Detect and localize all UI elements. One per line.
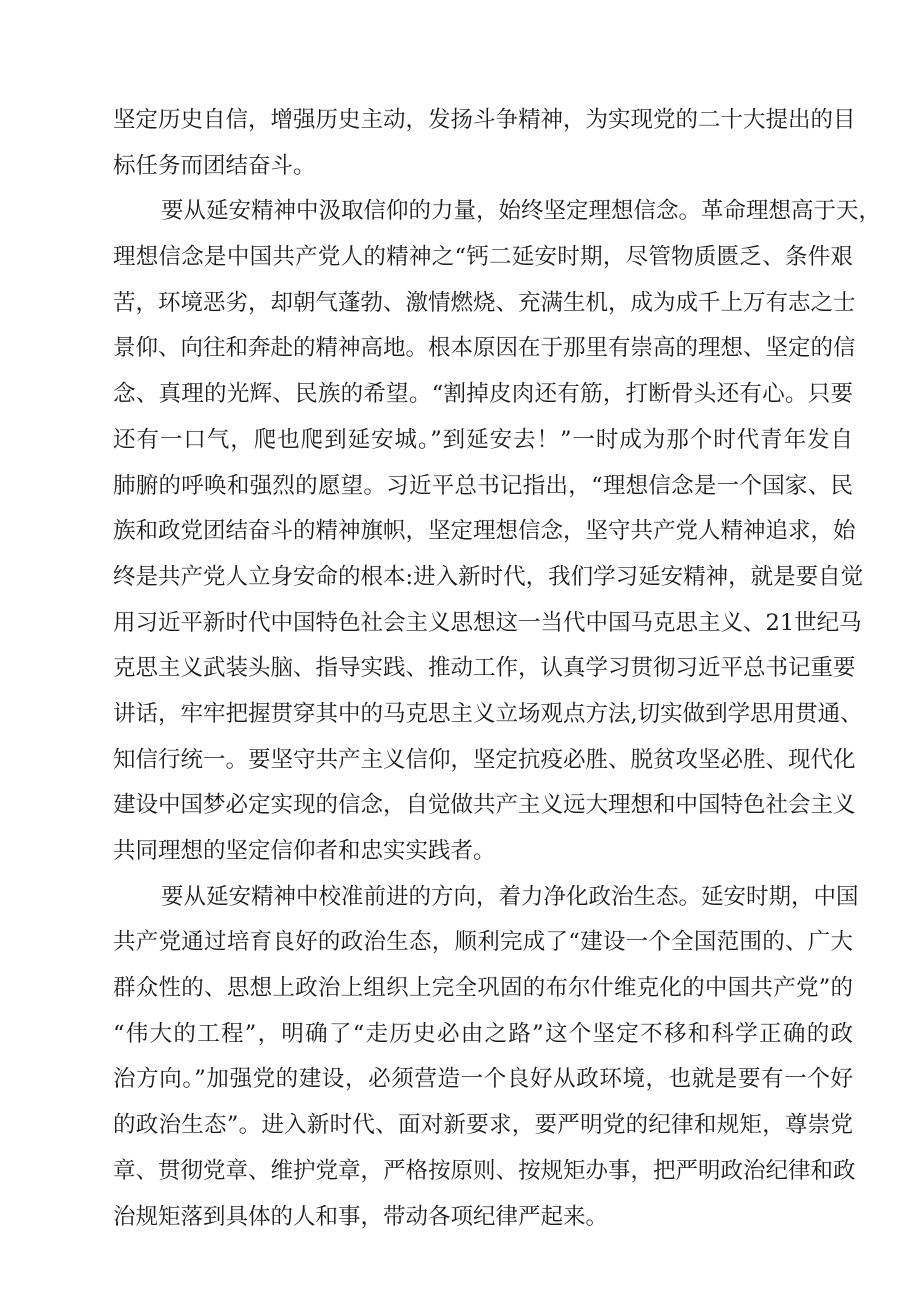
paragraph-line: 群众性的、思想上政治上组织上完全巩固的布尔什维克化的中国共产党”的 <box>113 975 853 1002</box>
paragraph-line: 共产党通过培育良好的政治生态，顺利完成了“建设一个全国范围的、广大 <box>113 929 853 956</box>
paragraph-line: 念、真理的光辉、民族的希望。“割掉皮肉还有筋，打断骨头还有心。只要 <box>113 381 853 408</box>
paragraph-line: 要从延安精神中汲取信仰的力量，始终坚定理想信念。革命理想高于天， <box>161 198 882 225</box>
paragraph-line: 坚定历史自信，增强历史主动，发扬斗争精神，为实现党的二十大提出的目 <box>113 107 856 133</box>
paragraph-line: 族和政党团结奋斗的精神旗帜，坚定理想信念，坚守共产党人精神追求，始 <box>113 518 856 545</box>
paragraph-line: 建设中国梦必定实现的信念，自觉做共产主义远大理想和中国特色社会主义 <box>113 792 856 819</box>
paragraph-line: 用习近平新时代中国特色社会主义思想这一当代中国马克思主义、21世纪马 <box>113 609 862 636</box>
paragraph-line: 苦，环境恶劣，却朝气蓬勃、激情燃烧、充满生机，成为成千上万有志之士 <box>113 289 856 316</box>
paragraph-line: 景仰、向往和奔赴的精神高地。根本原因在于那里有崇高的理想、坚定的信 <box>113 335 856 362</box>
paragraph-line: 理想信念是中国共产党人的精神之“钙二延安时期，尽管物质匮乏、条件艰 <box>113 244 853 271</box>
paragraph-2 <box>113 189 882 874</box>
paragraph-line: 治方向。”加强党的建设，必须营造一个良好从政环境，也就是要有一个好 <box>113 1066 853 1093</box>
paragraph-line: 知信行统一。要坚守共产主义信仰，坚定抗疫必胜、脱贫攻坚必胜、现代化 <box>113 746 856 773</box>
paragraph-1 <box>113 98 856 189</box>
paragraph-line: 共同理想的坚定信仰者和忠实实践者。 <box>113 838 496 864</box>
paragraph-line: 还有一口气，爬也爬到延安城。”到延安去！”一时成为那个时代青年发自 <box>113 426 853 453</box>
paragraph-line: 终是共产党人立身安命的根本:进入新时代，我们学习延安精神，就是要自觉 <box>113 563 864 590</box>
paragraph-line: 章、贯彻党章、维护党章，严格按原则、按规矩办事，把严明政治纪律和政 <box>113 1157 856 1184</box>
document-body <box>113 98 882 1240</box>
paragraph-line: 肺腑的呼唤和强烈的愿望。习近平总书记指出，“理想信念是一个国家、民 <box>113 472 853 499</box>
paragraph-line: 克思主义武装头脑、指导实践、推动工作，认真学习贯彻习近平总书记重要 <box>113 655 856 682</box>
paragraph-line: “伟大的工程”，明确了“走历史必由之路”这个坚定不移和科学正确的政 <box>113 1020 853 1047</box>
paragraph-line: 标任务而团结奋斗。 <box>113 152 316 179</box>
paragraph-line: 治规矩落到具体的人和事，带动各项纪律严起来。 <box>113 1203 609 1230</box>
paragraph-3 <box>113 875 859 1241</box>
paragraph-line: 的政治生态”。进入新时代、面对新要求，要严明党的纪律和规矩，尊崇党 <box>113 1112 853 1139</box>
paragraph-line: 要从延安精神中校准前进的方向，着力净化政治生态。延安时期，中国 <box>161 883 859 910</box>
paragraph-line: 讲话，牢牢把握贯穿其中的马克思主义立场观点方法,切实做到学思用贯通、 <box>113 700 863 727</box>
